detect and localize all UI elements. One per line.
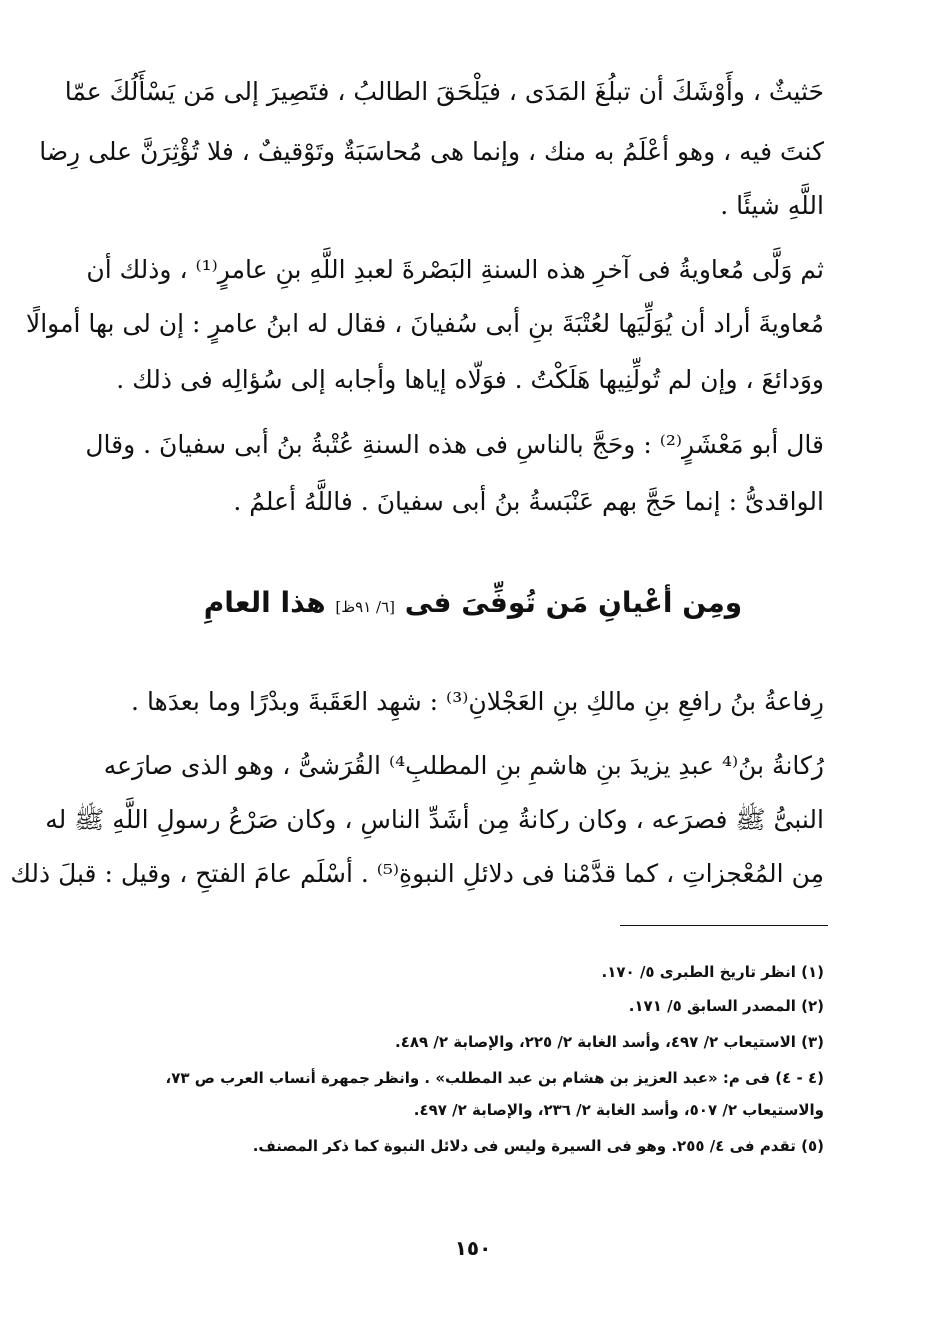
entry-rukana-line-2: النبىُّ ﷺ فصرَعه ، وكان ركانةُ مِن أشَدِّ الناسِ ، وكان صَرْعُ رسولِ اللَّهِ ﷺ له	[45, 805, 824, 834]
entry-rukana-line-3: مِن المُعْجزاتِ ، كما قدَّمْنا فى دلائلِ النبوةِ⁽⁵⁾ . أسْلَم عامَ الفتحِ ، وقيل : قبلَ ذلك	[10, 859, 824, 888]
footnote-4-line-2: والاستيعاب ٢/ ٥٠٧، وأسد الغابة ٢/ ٢٣٦، والإصابة ٢/ ٤٩٧.	[413, 1101, 824, 1119]
paragraph-1-line-3: اللَّهِ شيئًا .	[720, 191, 824, 220]
footnote-3: (٣) الاستيعاب ٢/ ٤٩٧، وأسد الغابة ٢/ ٢٢٥، والإصابة ٢/ ٤٨٩.	[395, 1033, 824, 1051]
footnote-5: (٥) تقدم فى ٤/ ٢٥٥. وهو فى السيرة وليس فى دلائل النبوة كما ذكر المصنف.	[252, 1137, 824, 1155]
page-number: ١٥٠	[454, 1236, 492, 1260]
footnote-2: (٢) المصدر السابق ٥/ ١٧١.	[628, 997, 824, 1015]
section-heading-tail: هذا العامِ	[203, 586, 326, 619]
section-heading-text: ومِن أعْيانِ مَن تُوفِّىَ فى	[404, 586, 743, 619]
paragraph-1-line-1: حَثيثٌ ، وأَوْشَكَ أن تبلُغَ المَدَى ، فيَلْحَقَ الطالبُ ، فتَصِيرَ إلى مَن يَسْأَلُكَ عمّا	[64, 77, 824, 106]
entry-rifaa-line-1: رِفاعةُ بنُ رافعِ بنِ مالكِ بنِ العَجْلانِ⁽³⁾ : شهِد العَقَبةَ وبدْرًا وما بعدَها .	[131, 687, 824, 716]
manuscript-reference: [٦/ ٩١ظ]	[335, 598, 396, 616]
paragraph-1-line-2: كنتَ فيه ، وهو أعْلَمُ به منك ، وإنما هى مُحاسَبَةٌ وتَوْقيفٌ ، فلا تُؤْثِرَنَّ على رِضا	[39, 137, 824, 166]
footnote-divider	[620, 925, 828, 926]
paragraph-3-line-1: قال أبو مَعْشَرٍ⁽²⁾ : وحَجَّ بالناسِ فى هذه السنةِ عُتْبةُ بنُ أبى سفيانَ . وقال	[85, 430, 824, 459]
paragraph-2-line-1: ثم وَلَّى مُعاويةُ فى آخرِ هذه السنةِ البَصْرةَ لعبدِ اللَّهِ بنِ عامرٍ⁽¹⁾ ، وذلك أن	[86, 255, 824, 284]
paragraph-2-line-3: ووَدائعَ ، وإن لم تُولِّنِيها هَلَكْتُ . فوَلّاه إياها وأجابه إلى سُؤالِه فى ذلك .	[116, 365, 824, 394]
paragraph-2-line-2: مُعاويةَ أراد أن يُوَلِّيَها لعُتْبَةَ بنِ أبى سُفيانَ ، فقال له ابنُ عامرٍ : إن لى بها أموالًا	[25, 309, 824, 338]
footnote-4-line-1: (٤ - ٤) فى م: «عبد العزيز بن هشام بن عبد المطلب» . وانظر جمهرة أنساب العرب ص ٧٣،	[165, 1069, 824, 1087]
footnote-1: (١) انظر تاريخ الطبرى ٥/ ١٧٠.	[601, 963, 824, 981]
section-heading	[0, 578, 946, 632]
entry-rukana-line-1: رُكانةُ بنُ⁽⁴ عبدِ يزيدَ بنِ هاشمِ بنِ المطلبِ⁴⁾ القُرَشىُّ ، وهو الذى صارَعه	[103, 751, 824, 780]
paragraph-3-line-2: الواقدىُّ : إنما حَجَّ بهم عَنْبَسةُ بنُ أبى سفيانَ . فاللَّهُ أعلمُ .	[233, 487, 824, 516]
